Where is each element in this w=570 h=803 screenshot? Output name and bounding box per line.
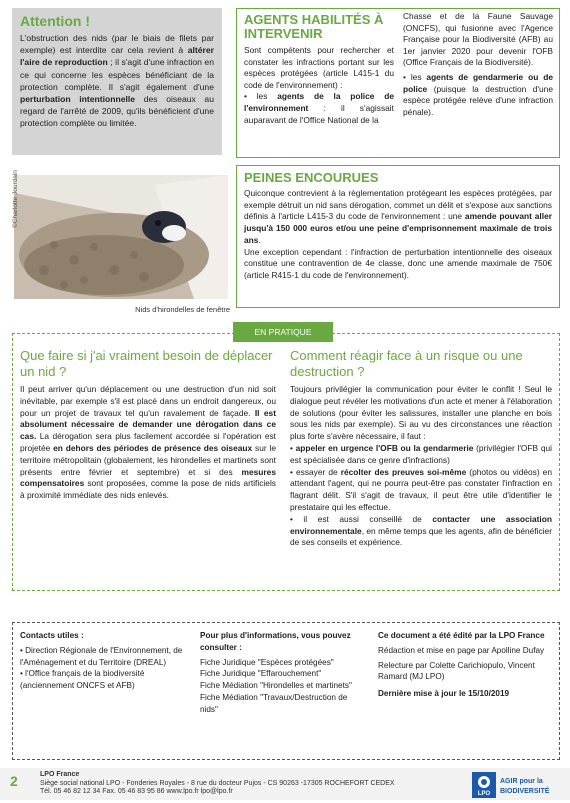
pratique-right-title: Comment réagir face à un risque ou une destruction ? [290,348,523,379]
pratique-tab: EN PRATIQUE [233,322,333,342]
edition-date: Dernière mise à jour le 15/10/2019 [378,689,510,699]
logo-text-agir: AGIR pour la [500,778,543,785]
peines-title: PEINES ENCOURUES [244,170,379,185]
footer-contact-line: Tél. 05 46 82 12 34 Fax. 05 46 83 95 86 www.lpo.fr lpo@lpo.fr [40,788,233,796]
pratique-right-column [290,348,552,549]
lpo-logo [472,772,562,798]
footer-address-line: Siège social national LPO - Fonderies Royales - 8 rue du docteur Pujos - CS 90263 -17305 ROCHEFORT CEDEX [40,779,395,787]
photo-caption: Nids d'hirondelles de fenêtre [135,305,230,314]
agents-item-police-env: • les agents de la police de l'environnement : il s'agissait auparavant de l'Office National de la [244,91,394,125]
agents-item-gendarmerie: • les agents de gendarmerie ou de police (puisque la destruction d'une espèce protégée relève d'une infraction pénale). [403,71,553,117]
agents-col2-text: Chasse et de la Faune Sauvage (ONCFS), qui fusionne avec l'Agence Française pour la Biodiversité (AFB) au 1er janvier 2020 pour devenir l'OFB (Office Français de la Biodiversité). [403,11,553,68]
agents-box [236,8,560,158]
pratique-left-title: Que faire si j'ai vraiment besoin de déplacer un nid ? [20,348,273,379]
pratique-left-column [20,348,276,502]
info-column [200,630,360,716]
info-link-especes[interactable]: Fiche Juridique "Espèces protégées" [200,657,334,667]
footer-org: LPO France [40,771,80,778]
logo-lpo-text: LPO [477,791,491,797]
peines-box [236,165,560,308]
edition-redaction: Rédaction et mise en page par Apolline Dufay [378,645,545,655]
peines-text-1: Quiconque contrevient à la règlementation protégeant les espèces protégées, par exemple détruit un nid sans dérogation, commet un délit et s'expose aux sanctions définis à l'article L415-3 du code de l'environnement : une amende pouvant aller jusqu'à 150 000 euros et/ou une peine d'emprisonnement maximale de trois ans. [244,188,552,245]
pratique-right-item-3: • il est aussi conseillé de contacter une association environnementale, en même temps que les agents, afin de bénéficier de ses conseils et expérience. [290,513,552,548]
peines-text-2: Une exception cependant : l'infraction de perturbation intentionnelle des oiseaux constitue une contravention de 4e classe, donc une amende maximale de 750€ (article R415-1 du code de l'environnement). [244,246,552,280]
pratique-left-text: Il peut arriver qu'un déplacement ou une destruction d'un nid soit inévitable, par exemple s'il est placé dans un endroit dangereux, ou pour un projet de travaux tel qu'un ravalement de façade. Il est absolument nécessaire de demander une dérogation dans ce cas. La dérogation sera plus facilement accordée si l'opération est projetée en dehors des périodes de présence des oiseaux sur le territoire métropolitain (globalement, les hirondelles et martinets sont présents entre février et septembre) et si des mesures compensatoires sont proposées, comme la pose de nids artificiels à proximité immédiate des nids enlevés. [20,384,276,501]
attention-title: Attention ! [20,13,90,29]
info-title: Pour plus d'informations, vous pouvez consulter : [200,631,351,652]
edition-relecture: Relecture par Colette Carichiopulo, Vincent Ramard (MJ LPO) [378,660,535,682]
attention-box [12,8,222,155]
info-link-hirondelles[interactable]: Fiche Médiation "Hirondelles et martinets" [200,681,352,691]
contacts-title: Contacts utiles : [20,631,84,640]
logo-text-biodiversite: BIODIVERSITÉ [500,788,550,795]
pratique-right-item-2: • essayer de récolter des preuves soi-même (photos ou vidéos) en attendant l'agent, qui ne pourra peut-être pas constater l'infraction en flagrant délit. S'il s'agit de travaux, il peut être utile d'identifier le prestataire qui les effectue. [290,466,553,512]
agents-intro: Sont compétents pour rechercher et constater les infractions portant sur les espèces protégées (article L415-1 du code de l'environnement) : [244,45,394,90]
edition-title: Ce document a été édité par la LPO France [378,631,545,640]
swallow-nest-photo [14,175,228,299]
page-number: 2 [10,773,18,789]
contacts-item-ofb: • l'Office français de la biodiversité (anciennement ONCFS et AFB) [20,669,145,691]
info-link-travaux[interactable]: Fiche Médiation "Travaux/Destruction de nids" [200,692,348,714]
info-link-effarouchement[interactable]: Fiche Juridique "Effarouchement" [200,669,322,679]
pratique-right-item-1: • appeler en urgence l'OFB ou la gendarmerie (privilégier l'OFB qui est spécialisée dans ce genre d'infractions) [290,442,552,465]
contacts-item-dreal: • Direction Régionale de l'Environnement, de l'Aménagement et du Territoire (DREAL) [20,645,183,667]
footer-address [40,771,395,797]
attention-text: L'obstruction des nids (par le biais de filets par exemple) est interdite car cela revient à altérer l'aire de reproduction ; il s'agit d'une infraction en ce qui concerne les espèces bénéficiant de la protection complète. Il s'agit également d'une perturbation intentionnelle des oiseaux au regard de l'arrêté de 2009, qu'ils bénéficient d'une protection complète ou limitée. [20,33,214,129]
agents-title: AGENTS HABILITÉS À INTERVENIR [244,12,384,41]
contacts-column [20,630,190,692]
edition-column [378,630,548,700]
photo-credit: ©Charlotte Jourdain [12,170,19,228]
pratique-right-intro: Toujours privilégier la communication pour éviter le conflit ! Seul le dialogue peut révéler les motivations d'un acte et mener à l'élaboration de solutions (pour éviter les salissures, installer une planche en bois sous les nids par exemple). Si au vu des circonstances une réaction plus forte s'avère nécessaire, il faut : [290,384,552,442]
